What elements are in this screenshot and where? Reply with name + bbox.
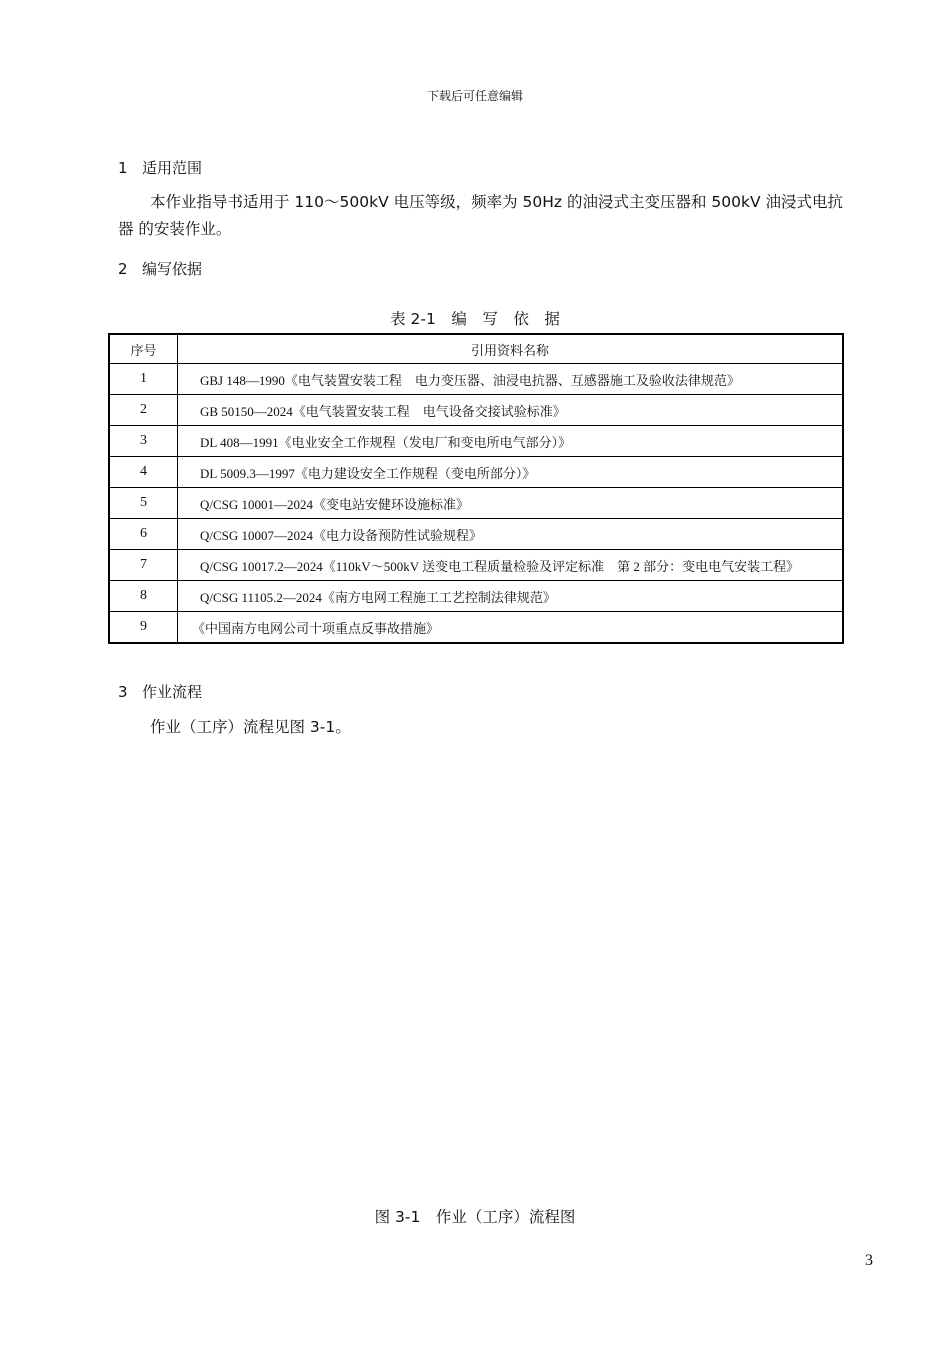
table-header-row [109,334,843,364]
section-1-body: 本作业指导书适用于 110～500kV 电压等级，频率为 50Hz 的油浸式主变压器和 500kV 油浸式电抗器 的安装作业。 [118,193,843,238]
page-number: 3 [865,1252,873,1269]
table-row [109,457,843,488]
row-seq: 1 [109,364,178,395]
table-row [109,426,843,457]
row-seq: 5 [109,488,178,519]
section-1-number: 1 [118,159,128,177]
row-seq: 9 [109,612,178,644]
column-header-name: 引用资料名称 [178,334,844,364]
row-seq: 7 [109,550,178,581]
section-3-heading [118,681,202,702]
table-row [109,581,843,612]
section-3-number: 3 [118,683,128,701]
page-header-note: 下载后可任意编辑 [426,89,523,103]
table-row [109,550,843,581]
section-2-heading [118,258,202,279]
table-row [109,488,843,519]
row-name: Q/CSG 11105.2—2024《南方电网工程施工工艺控制法律规范》 [178,581,844,612]
row-name: Q/CSG 10007—2024《电力设备预防性试验规程》 [178,519,844,550]
section-1-heading [118,157,202,178]
row-name: Q/CSG 10017.2—2024《110kV～500kV 送变电工程质量检验及评定标准 第 2 部分：变电电气安装工程》 [178,550,844,581]
table-row [109,395,843,426]
row-seq: 8 [109,581,178,612]
table-row [109,612,843,644]
section-2-title: 编写依据 [142,260,203,278]
row-name: GBJ 148—1990《电气装置安装工程 电力变压器、油浸电抗器、互感器施工及验收法律规范》 [178,364,844,395]
column-header-seq: 序号 [109,334,178,364]
row-seq: 6 [109,519,178,550]
section-1-title: 适用范围 [142,159,203,177]
figure-caption: 图 3-1 作业（工序）流程图 [374,1208,576,1226]
section-2-number: 2 [118,260,128,278]
table-row [109,519,843,550]
row-seq: 2 [109,395,178,426]
row-name: GB 50150—2024《电气装置安装工程 电气设备交接试验标准》 [178,395,844,426]
references-table [108,333,844,644]
row-name: DL 408—1991《电业安全工作规程（发电厂和变电所电气部分）》 [178,426,844,457]
section-3-title: 作业流程 [142,683,203,701]
row-name: DL 5009.3—1997《电力建设安全工作规程（变电所部分）》 [178,457,844,488]
row-seq: 4 [109,457,178,488]
table-caption: 表 2-1 编 写 依 据 [390,310,560,328]
row-name: Q/CSG 10001—2024《变电站安健环设施标准》 [178,488,844,519]
section-3-body: 作业（工序）流程见图 3-1。 [150,718,351,736]
row-name: 《中国南方电网公司十项重点反事故措施》 [178,612,844,644]
row-seq: 3 [109,426,178,457]
table-row [109,364,843,395]
